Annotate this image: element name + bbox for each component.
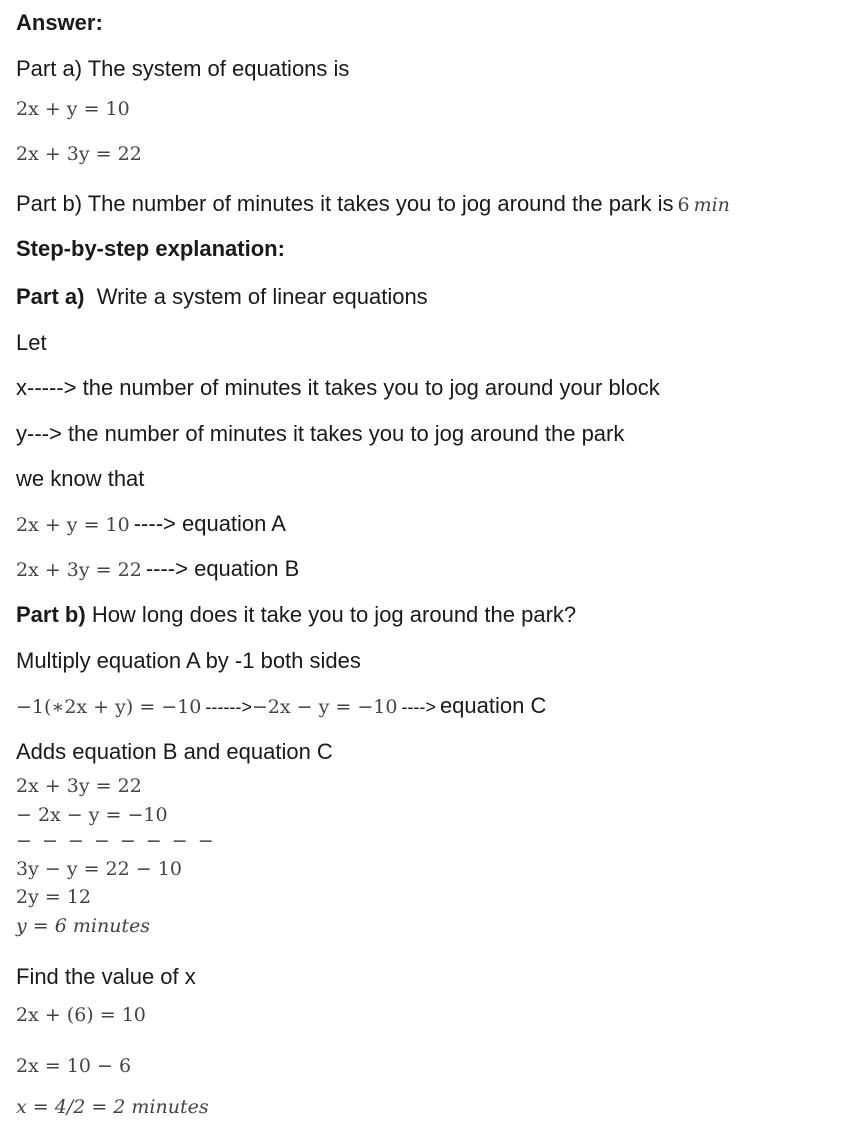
definition-x: x-----> the number of minutes it takes you to jog around your block bbox=[16, 375, 660, 400]
equation-a-label: ----> equation A bbox=[133, 511, 286, 536]
multiply-text: Multiply equation A by -1 both sides bbox=[16, 648, 361, 673]
answer-heading: Answer: bbox=[16, 10, 103, 35]
answer-part-a: Part a) The system of equations is bbox=[16, 56, 350, 81]
explanation-part-b bbox=[16, 602, 576, 628]
equation-b-row bbox=[16, 556, 299, 582]
explanation-part-a bbox=[16, 284, 428, 310]
equation-a: 2x + y = 10 bbox=[16, 514, 130, 536]
answer-part-b bbox=[16, 191, 730, 217]
equation-b-label: ----> equation B bbox=[145, 556, 300, 581]
part-a-label: Part a) bbox=[16, 284, 85, 309]
multiply-arrow-2: ----> bbox=[401, 697, 436, 717]
multiply-label: equation C bbox=[439, 693, 547, 718]
we-know-text: we know that bbox=[16, 466, 145, 491]
part-b-label: Part b) bbox=[16, 602, 86, 627]
sum-line-4: 3y − y = 22 − 10 bbox=[16, 858, 182, 880]
part-b-text: How long does it take you to jog around the park? bbox=[91, 602, 577, 627]
part-a-text: Write a system of linear equations bbox=[96, 284, 428, 309]
find-x-text: Find the value of x bbox=[16, 964, 196, 989]
answer-part-b-unit: min bbox=[693, 194, 730, 216]
x-step-3: x = 4/2 = 2 minutes bbox=[16, 1096, 209, 1118]
sum-line-5: 2y = 12 bbox=[16, 886, 91, 908]
multiply-arrow-1: ------> bbox=[205, 697, 252, 717]
answer-part-b-text: Part b) The number of minutes it takes you to jog around the park is bbox=[16, 191, 674, 216]
sum-line-2: − 2x − y = −10 bbox=[16, 804, 168, 826]
equation-a-row bbox=[16, 511, 286, 537]
multiply-row bbox=[16, 693, 546, 719]
let-text: Let bbox=[16, 330, 47, 355]
sum-line-6: y = 6 minutes bbox=[16, 915, 151, 937]
x-step-1: 2x + (6) = 10 bbox=[16, 1004, 146, 1026]
answer-equation-1: 2x + y = 10 bbox=[16, 98, 130, 120]
multiply-rhs: −2x − y = −10 bbox=[251, 696, 398, 718]
explanation-heading: Step-by-step explanation: bbox=[16, 236, 285, 261]
sum-line-1: 2x + 3y = 22 bbox=[16, 775, 142, 797]
sum-divider: − − − − − − − − bbox=[16, 830, 216, 852]
definition-y: y---> the number of minutes it takes you to jog around the park bbox=[16, 421, 625, 446]
answer-equation-2: 2x + 3y = 22 bbox=[16, 143, 142, 165]
multiply-lhs: −1(∗2x + y) = −10 bbox=[16, 696, 202, 718]
answer-part-b-value: 6 bbox=[677, 194, 690, 216]
equation-b: 2x + 3y = 22 bbox=[16, 559, 142, 581]
adds-text: Adds equation B and equation C bbox=[16, 739, 333, 764]
x-step-2: 2x = 10 − 6 bbox=[16, 1055, 132, 1077]
